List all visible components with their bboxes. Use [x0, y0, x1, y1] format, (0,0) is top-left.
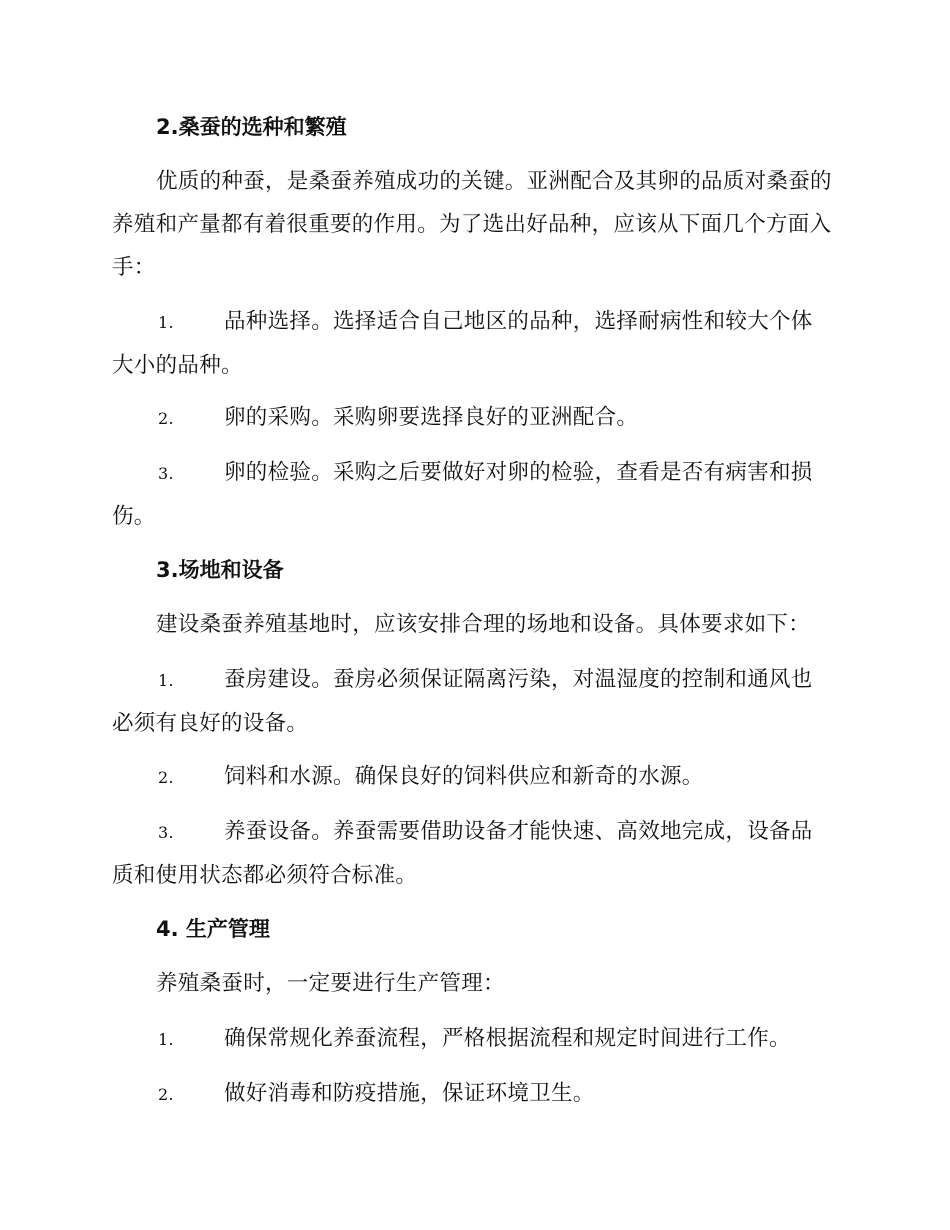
list-number: 2.: [158, 1085, 174, 1104]
list-item-text: 蚕房建设。蚕房必须保证隔离污染，对温湿度的控制和通风也必须有良好的设备。: [112, 667, 813, 736]
list-item-text: 品种选择。选择适合自己地区的品种，选择耐病性和较大个体大小的品种。: [112, 309, 813, 378]
list-item: [112, 1072, 834, 1116]
list-item-text: 卵的采购。采购卵要选择良好的亚洲配合。: [224, 405, 639, 430]
section-intro: 建设桑蚕养殖基地时，应该安排合理的场地和设备。具体要求如下：: [156, 612, 811, 637]
section-heading: 2.桑蚕的选种和繁殖: [156, 115, 347, 139]
list-number: 3.: [158, 464, 174, 483]
list-number: 2.: [158, 768, 174, 787]
list-number: 2.: [158, 409, 174, 428]
list-item: [112, 300, 834, 387]
list-item-text: 卵的检验。采购之后要做好对卵的检验，查看是否有病害和损伤。: [112, 460, 813, 529]
list-item: [112, 451, 834, 538]
list-item-text: 做好消毒和防疫措施，保证环境卫生。: [224, 1081, 595, 1106]
list-item: [112, 755, 834, 799]
list-item-text: 养蚕设备。养蚕需要借助设备才能快速、高效地完成，设备品质和使用状态都必须符合标准。: [112, 819, 813, 888]
list-item: [112, 810, 834, 897]
list-number: 1.: [158, 671, 174, 690]
section-intro: 优质的种蚕，是桑蚕养殖成功的关键。亚洲配合及其卵的品质对桑蚕的养殖和产量都有着很重要的作用。为了选出好品种，应该从下面几个方面入手：: [112, 169, 832, 280]
list-number: 1.: [158, 313, 174, 332]
list-item-text: 饲料和水源。确保良好的饲料供应和新奇的水源。: [224, 764, 704, 789]
section-heading: 3.场地和设备: [156, 558, 284, 582]
list-item: [112, 396, 834, 440]
list-item: [112, 1017, 834, 1061]
list-item-text: 确保常规化养蚕流程，严格根据流程和规定时间进行工作。: [224, 1026, 791, 1051]
list-item: [112, 658, 834, 745]
list-number: 3.: [158, 823, 174, 842]
section-intro: 养殖桑蚕时，一定要进行生产管理：: [156, 971, 505, 996]
section-heading: 4. 生产管理: [156, 917, 270, 941]
list-number: 1.: [158, 1030, 174, 1049]
